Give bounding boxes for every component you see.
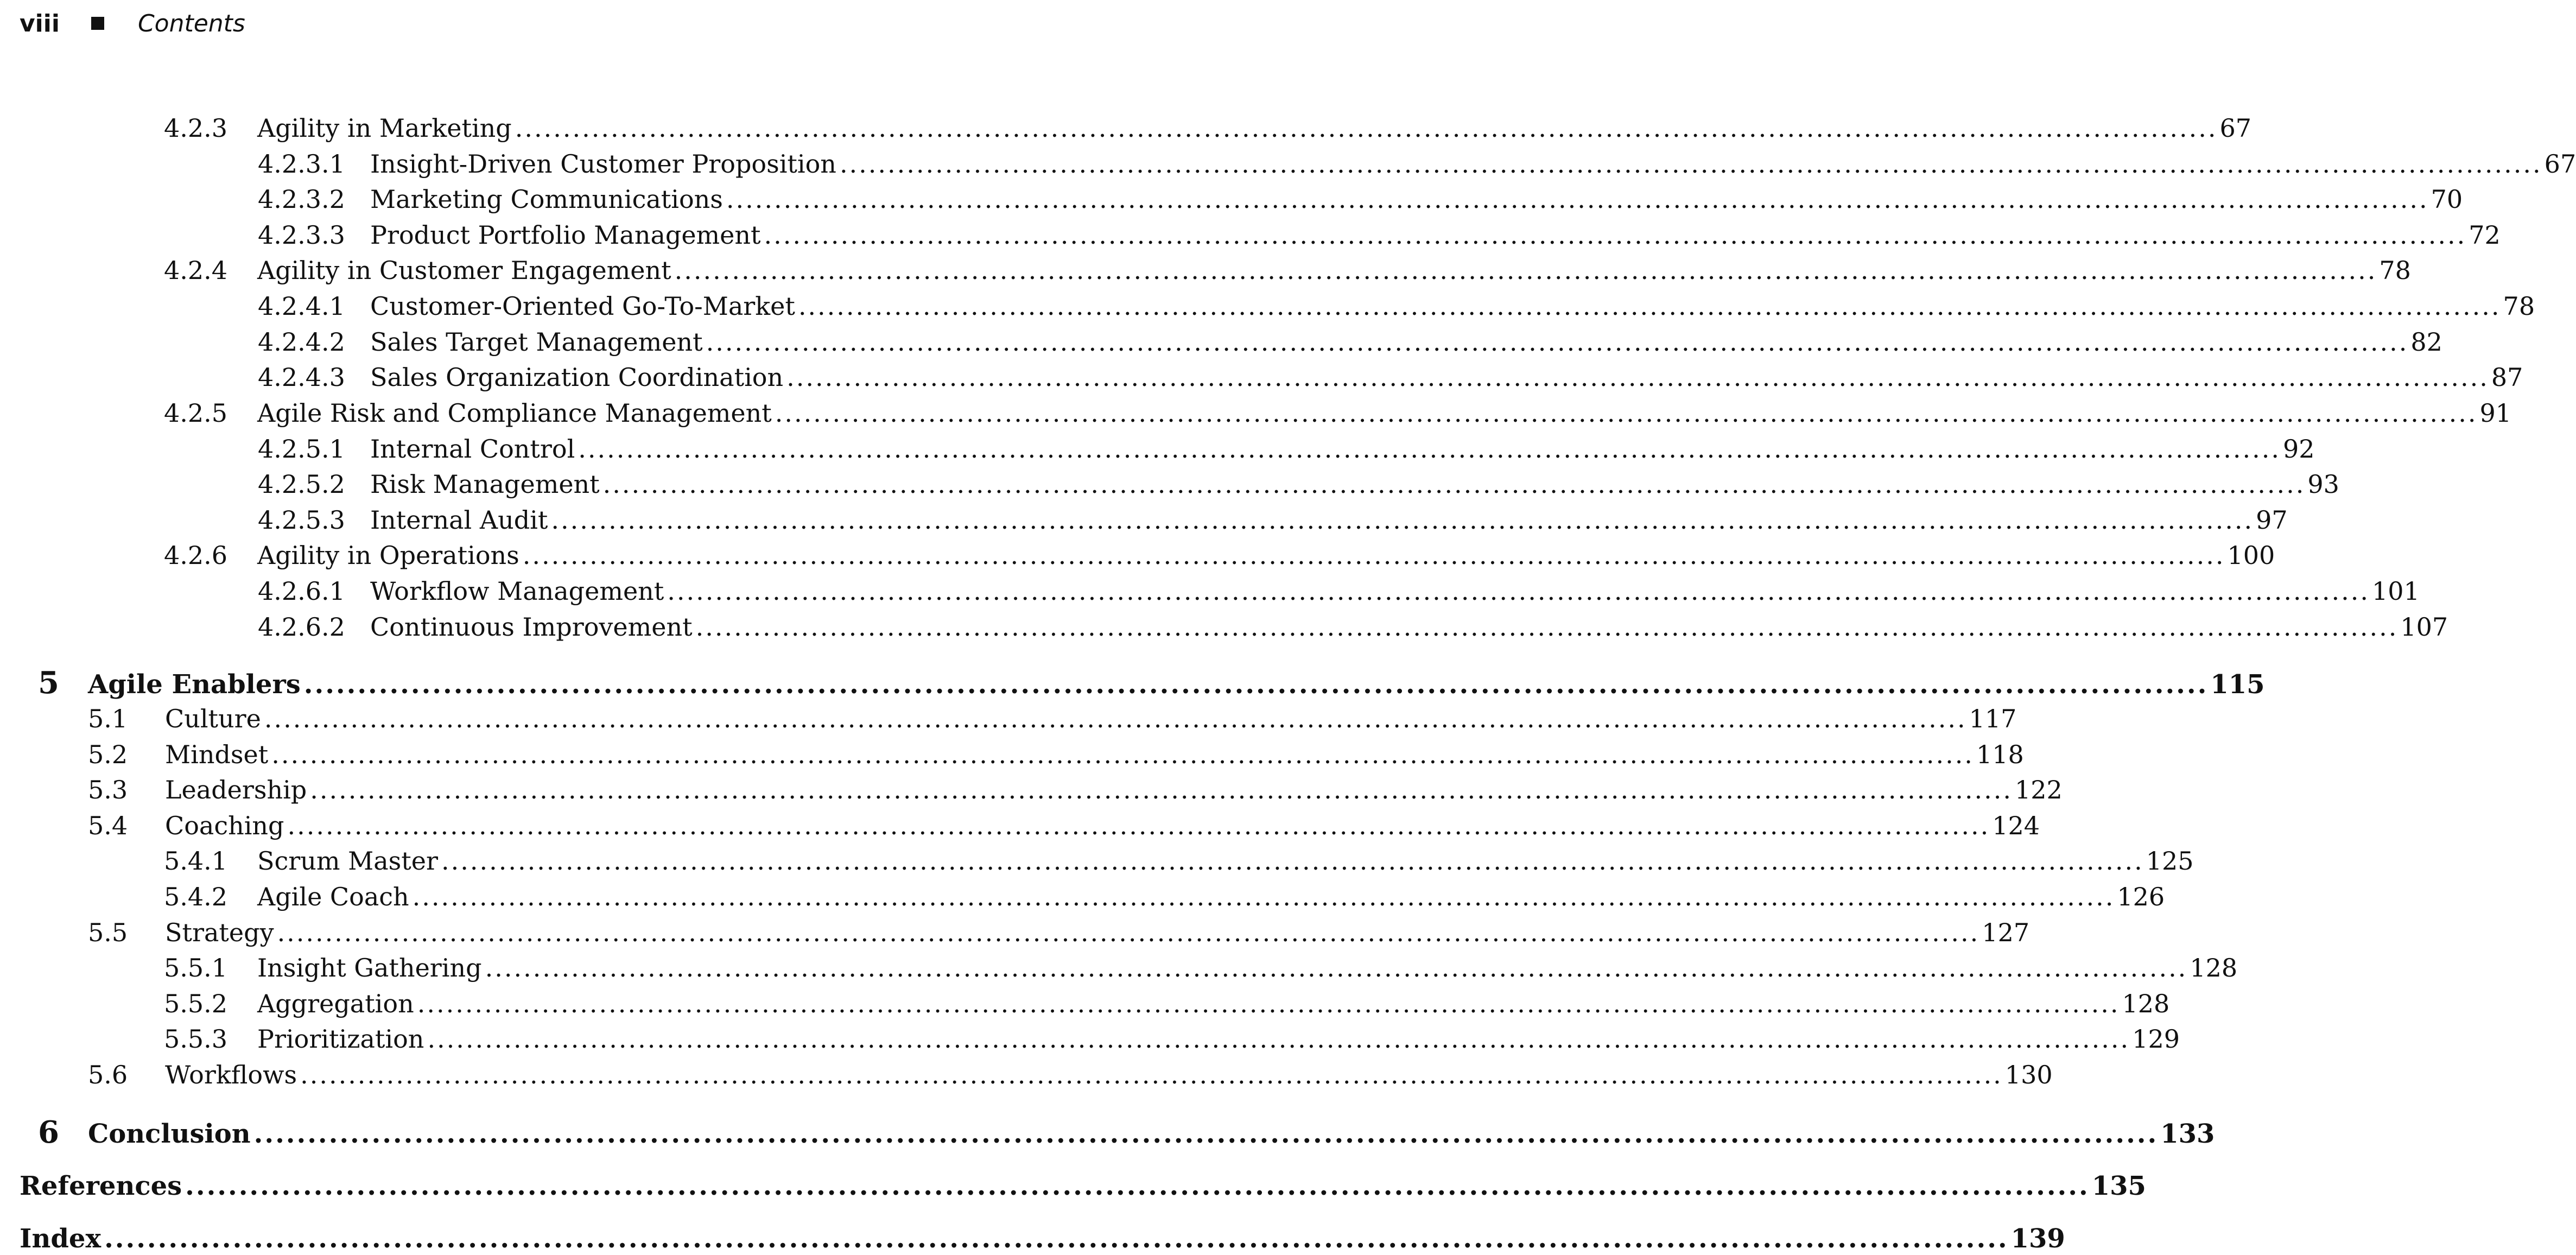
toc-entry[interactable] [164, 1023, 2180, 1055]
toc-entry-number: 5.5.1 [164, 953, 228, 983]
toc-entry[interactable] [88, 1058, 2053, 1091]
toc-entry[interactable] [258, 575, 2420, 607]
toc-entry[interactable] [258, 326, 2442, 358]
toc-entry-title: Insight Gathering [257, 953, 482, 983]
toc-entry-number: 5.6 [88, 1060, 128, 1089]
dot-leader: .................................................................................................................................................................................. [695, 612, 2399, 642]
toc-entry-page: 135 [2091, 1171, 2146, 1201]
toc-entry-number: 4.2.3.3 [258, 220, 345, 250]
page-number: viii [20, 9, 60, 37]
toc-entry[interactable] [258, 468, 2339, 500]
toc-chapter[interactable] [38, 665, 2265, 701]
dot-leader: .................................................................................................................................................................................. [798, 291, 2501, 321]
toc-entry-number: 4.2.3.1 [258, 149, 345, 179]
toc-entry-page: 129 [2132, 1024, 2180, 1054]
toc-entry-title: Risk Management [370, 470, 600, 499]
toc-entry[interactable] [258, 148, 2576, 180]
dot-leader: .................................................................................................................................................................................. [602, 470, 2306, 499]
toc-entry-page: 93 [2307, 470, 2339, 499]
toc-entry-title: Internal Audit [370, 505, 548, 535]
toc-entry-title: Prioritization [257, 1024, 424, 1054]
toc-entry-number: 4.2.4.1 [258, 291, 345, 321]
toc-entry-title: Continuous Improvement [370, 612, 693, 642]
dot-leader: .................................................................................................................................................................................. [310, 775, 2013, 804]
dot-leader: .................................................................................................................................................................................. [786, 363, 2489, 392]
toc-entry-title: Workflows [165, 1060, 297, 1089]
dot-leader: .................................................................................................................................................................................. [271, 740, 1974, 769]
toc-chapter[interactable] [38, 1114, 2215, 1150]
toc-entry-title: Sales Target Management [370, 327, 703, 357]
toc-entry-title: Workflow Management [370, 576, 664, 606]
toc-entry-page: 122 [2014, 775, 2063, 804]
toc-entry[interactable] [88, 774, 2063, 806]
toc-entry-title: Coaching [165, 811, 284, 840]
toc-entry[interactable] [164, 987, 2170, 1020]
dot-leader: .................................................................................................................................................................................. [578, 434, 2281, 464]
toc-entry-page: 125 [2146, 846, 2194, 876]
dot-leader: .................................................................................................................................................................................. [417, 989, 2120, 1018]
toc-entry-page: 107 [2400, 612, 2448, 642]
toc-entry-title: Index [20, 1224, 101, 1254]
toc-entry-title: Agile Enablers [88, 669, 301, 700]
toc-entry-page: 70 [2431, 185, 2463, 214]
toc-entry-number: 5.5.2 [164, 989, 228, 1018]
toc-entry-page: 82 [2410, 327, 2442, 357]
toc-entry-page: 100 [2227, 541, 2275, 570]
toc-entry-number: 4.2.5 [164, 398, 228, 428]
dot-leader: .................................................................................................................................................................................. [674, 256, 2377, 285]
toc-entry-number: 4.2.4 [164, 256, 228, 285]
toc-entry-number: 4.2.5.2 [258, 470, 345, 499]
toc-entry-number: 4.2.3.2 [258, 185, 345, 214]
dot-leader: .................................................................................................................................................................................. [839, 149, 2542, 179]
dot-leader: .................................................................................................................................................................................. [551, 505, 2254, 535]
toc-entry-title: Culture [165, 704, 261, 733]
toc-entry[interactable] [164, 397, 2512, 429]
toc-entry-number: 5.4.1 [164, 846, 228, 876]
dot-leader: .................................................................................................................................................................................. [667, 576, 2370, 606]
toc-entry-title: Aggregation [257, 989, 414, 1018]
toc-entry-page: 128 [2190, 953, 2238, 983]
toc-entry-title: References [20, 1171, 182, 1201]
toc-entry[interactable] [88, 809, 2040, 842]
dot-leader: .................................................................................................................................................................................. [427, 1024, 2130, 1054]
toc-entry[interactable] [164, 952, 2238, 984]
toc-entry-number: 5 [38, 665, 59, 701]
dot-leader: .................................................................................................................................................................................. [515, 113, 2218, 143]
toc-entry-title: Leadership [165, 775, 307, 804]
toc-entry-number: 5.3 [88, 775, 128, 804]
toc-entry[interactable] [258, 433, 2315, 465]
toc-entry-page: 117 [1969, 704, 2017, 733]
dot-leader: .................................................................................................................................................................................. [441, 846, 2144, 876]
toc-entry-page: 128 [2122, 989, 2170, 1018]
toc-entry[interactable] [258, 219, 2501, 251]
toc-entry-page: 97 [2256, 505, 2288, 535]
toc-entry-page: 87 [2491, 363, 2523, 392]
toc-entry-title: Agility in Operations [257, 541, 519, 570]
toc-entry[interactable] [258, 290, 2535, 322]
toc-entry-number: 4.2.4.2 [258, 327, 345, 357]
toc-entry-number: 5.4 [88, 811, 128, 840]
dot-leader: .................................................................................................................................................................................. [412, 882, 2115, 911]
toc-entry-page: 124 [1992, 811, 2040, 840]
toc-entry-page: 67 [2544, 149, 2576, 179]
toc-entry[interactable] [164, 112, 2252, 144]
toc-entry[interactable] [164, 254, 2411, 287]
toc-entry-page: 72 [2469, 220, 2501, 250]
toc-entry-number: 4.2.3 [164, 113, 228, 143]
dot-leader: .................................................................................................................................................................................. [764, 220, 2467, 250]
toc-entry-number: 4.2.6.1 [258, 576, 345, 606]
dot-leader: .................................................................................................................................................................................. [775, 398, 2478, 428]
toc-entry-title: Agile Risk and Compliance Management [257, 398, 772, 428]
toc-entry-title: Agile Coach [257, 882, 409, 911]
toc-entry-title: Conclusion [88, 1119, 251, 1149]
dot-leader: .................................................................................................................................................................................. [264, 704, 1967, 733]
toc-entry-page: 127 [1982, 918, 2030, 947]
toc-entry-page: 130 [2004, 1060, 2053, 1089]
toc-entry[interactable] [88, 738, 2024, 771]
toc-entry-title: Sales Organization Coordination [370, 363, 784, 392]
toc-entry[interactable] [88, 916, 2030, 949]
toc-entry[interactable] [88, 702, 2017, 735]
toc-entry[interactable] [258, 183, 2463, 215]
toc-entry-number: 4.2.5.1 [258, 434, 345, 464]
dot-leader: .................................................................................................................................................................................. [277, 918, 1980, 947]
toc-entry-title: Mindset [165, 740, 269, 769]
toc-entry[interactable] [258, 611, 2448, 643]
toc-entry-number: 5.4.2 [164, 882, 228, 911]
toc-entry-number: 5.1 [88, 704, 128, 733]
toc-entry-title: Scrum Master [257, 846, 438, 876]
toc-entry-page: 91 [2479, 398, 2512, 428]
toc-entry-title: Customer-Oriented Go-To-Market [370, 291, 795, 321]
dot-leader: .................................................................................................................................................................................. [303, 669, 2209, 700]
dot-leader: .................................................................................................................................................................................. [104, 1224, 2009, 1254]
toc-entry[interactable] [164, 880, 2165, 913]
toc-entry-number: 5.2 [88, 740, 128, 769]
dot-leader: .................................................................................................................................................................................. [706, 327, 2409, 357]
toc-entry[interactable] [164, 845, 2194, 877]
toc-entry-page: 78 [2503, 291, 2535, 321]
toc-back-matter[interactable] [20, 1222, 2065, 1255]
toc-entry-page: 126 [2117, 882, 2165, 911]
toc-entry[interactable] [258, 361, 2523, 394]
toc-entry-title: Strategy [165, 918, 274, 947]
dot-leader: .................................................................................................................................................................................. [185, 1171, 2090, 1201]
toc-entry-title: Marketing Communications [370, 185, 723, 214]
toc-entry-title: Internal Control [370, 434, 575, 464]
toc-entry-page: 115 [2210, 669, 2265, 700]
running-head-title: Contents [137, 9, 245, 37]
toc-entry[interactable] [164, 539, 2275, 572]
toc-entry-number: 4.2.5.3 [258, 505, 345, 535]
toc-entry-title: Insight-Driven Customer Proposition [370, 149, 836, 179]
toc-entry-page: 101 [2372, 576, 2420, 606]
toc-entry-title: Agility in Customer Engagement [257, 256, 671, 285]
toc-entry-number: 4.2.6.2 [258, 612, 345, 642]
toc-entry-page: 118 [1976, 740, 2024, 769]
toc-entry-title: Product Portfolio Management [370, 220, 761, 250]
toc-entry-number: 4.2.4.3 [258, 363, 345, 392]
toc-entry-number: 5.5.3 [164, 1024, 228, 1054]
toc-entry-number: 4.2.6 [164, 541, 228, 570]
toc-entry-page: 139 [2010, 1224, 2065, 1254]
toc-entry-page: 133 [2160, 1119, 2215, 1149]
dot-leader: .................................................................................................................................................................................. [253, 1119, 2159, 1149]
toc-entry-number: 6 [38, 1114, 59, 1150]
toc-back-matter[interactable] [20, 1170, 2146, 1202]
dot-leader: .................................................................................................................................................................................. [287, 811, 1990, 840]
toc-entry-page: 78 [2379, 256, 2411, 285]
dot-leader: .................................................................................................................................................................................. [726, 185, 2429, 214]
toc-entry-page: 92 [2283, 434, 2315, 464]
dot-leader: .................................................................................................................................................................................. [485, 953, 2188, 983]
toc-entry-number: 5.5 [88, 918, 128, 947]
toc-entry-title: Agility in Marketing [257, 113, 512, 143]
toc-entry-page: 67 [2219, 113, 2252, 143]
toc-entry[interactable] [258, 504, 2288, 536]
dot-leader: .................................................................................................................................................................................. [522, 541, 2225, 570]
dot-leader: .................................................................................................................................................................................. [300, 1060, 2003, 1089]
